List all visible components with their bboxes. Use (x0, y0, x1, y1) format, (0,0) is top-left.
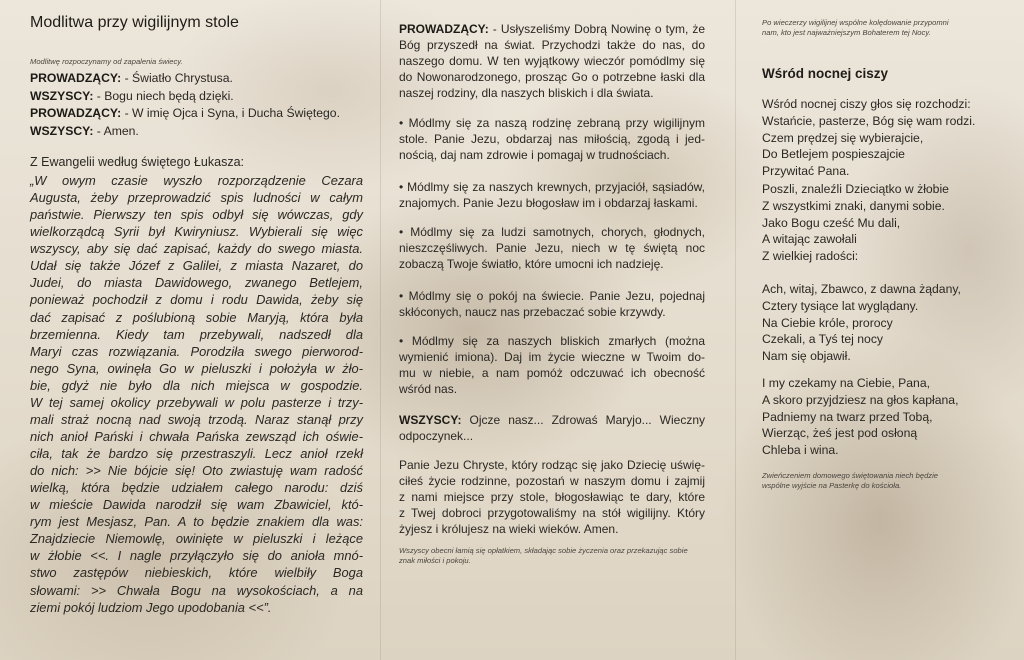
gospel-heading: Z Ewangelii według świętego Łukasza: (30, 155, 245, 169)
gospel-reading (30, 172, 363, 616)
text-line: • Módlmy się za naszych bliskich zmarłych (można (399, 334, 705, 348)
text-line: wspólne wyjście na Pasterkę do kościoła. (762, 481, 902, 490)
text-line: brzemienna. Kiedy tam przebywali, nadszedł dla (30, 326, 363, 342)
text-line: ziemi pokój ludziom Jego upodobania <<”. (30, 599, 272, 615)
text-line: nego Syna, owinęła Go w pieluszki i położyła w żło- (30, 360, 363, 376)
text-line: - Usłyszeliśmy Dobrą Nowinę o tym, że (488, 22, 705, 36)
verse-line: Chleba i wina. (762, 443, 839, 458)
dialogue-line (30, 88, 360, 106)
all-response (399, 413, 705, 445)
text-line: znak miłości i pokoju. (399, 556, 471, 565)
text-line: bie, gdyż nie było dla nich miejsca w gospodzie. (30, 377, 363, 393)
text-line: ciłeś życie rodzinne, pozostań w naszym domu i zajmij (399, 473, 705, 488)
text-line: z Twej dobroci przygotowaliśmy na stół wigilijny. Który (399, 505, 705, 520)
verse-line: Poszli, znaleźli Dzieciątko w żłobie (762, 182, 949, 196)
text-line: skłóconych, naucz nas przebaczać sobie krzywdy. (399, 304, 666, 319)
speaker-label: WSZYSCY: (30, 123, 94, 138)
verse-line: Przywitać Pana. (762, 164, 850, 179)
text-line: • Módlmy się za naszą rodzinę zebraną przy wigilijnym (399, 116, 705, 130)
verse-line: Czekali, a Tyś tej nocy (762, 332, 884, 347)
text-line: Augusta, żeby przeprowadzić spis ludności w całym (30, 190, 363, 206)
carol-stanza (762, 281, 977, 365)
fold-line (380, 0, 381, 660)
verse-line: A witając zawołali (762, 232, 857, 247)
text-line: mali straż nocną nad swoją trzodą. Naraz stanął przy (30, 411, 363, 427)
text-line: odpoczynek... (399, 428, 474, 443)
verse-line: Nam się objawił. (762, 349, 851, 364)
text-line: państwie. Pierwszy ten spis odbył się wówczas, gdy (30, 207, 363, 223)
text-line (399, 413, 705, 429)
text-line: wszyscy, aby się dać zapisać, każdy do swego miasta. (30, 241, 363, 257)
text-line: naszego domu. W ten wyjątkowy wieczór pomódlmy się (399, 53, 705, 68)
text-line: w żłobie <<. I nagle przyłączyło się do anioła mnó- (30, 548, 363, 564)
text-line: Panie Jezu Chryste, który rodząc się jako Dziecię uświę- (399, 458, 705, 472)
carol-intro-note (762, 18, 977, 38)
verse-line: Wstańcie, pasterze, Bóg się wam rodzi. (762, 113, 976, 128)
text-line: • Módlmy się za naszych krewnych, przyjaciół, sąsiadów, (399, 180, 705, 194)
text-line: • Módlmy się o pokój na świecie. Panie Jezu, pojednaj (399, 289, 705, 303)
text-line: Wszyscy obecni łamią się opłatkiem, składając sobie życzenia oraz przekazując sobie (399, 546, 688, 555)
text-line: stole. Panie Jezu, obdarzaj nas miłością, zgodą i jed- (399, 131, 705, 146)
text-line: zobaczą Twoje światło, które umocni ich nadzieję. (399, 256, 664, 271)
petition-peace (399, 289, 705, 321)
verse-line: A skoro przyjdziesz na głos kapłana, (762, 392, 959, 407)
speaker-label: PROWADZĄCY: (399, 22, 489, 36)
verse-line: Na Ciebie króle, prorocy (762, 315, 893, 330)
text-line: „W owym czasie wyszło rozporządzenie Cezara (30, 173, 363, 188)
text-line: żyjesz i królujesz na wieki wieków. Amen. (399, 521, 619, 536)
dialogue-text: - Światło Chrystusa. (121, 71, 233, 85)
text-line: Maryi czas rozwiązania. Porodziła swego pierworod- (30, 343, 363, 359)
verse-line: Ach, witaj, Zbawco, z dawna żądany, (762, 282, 961, 296)
text-line: nością, daj nam zdrowie i pomagaj w trudnościach. (399, 147, 670, 162)
speaker-label: WSZYSCY: (399, 413, 462, 427)
dialogue-line (30, 123, 360, 141)
verse-line: Z wielkiej radości: (762, 249, 859, 264)
text-line: nich anioł Pański i chwała Pańska zewsząd ich oświe- (30, 428, 363, 444)
dialogue-line (30, 105, 360, 123)
dialogue-line (30, 70, 360, 88)
text-line: Judei, do miasta Dawidowego, zwanego Betlejem, (30, 275, 363, 291)
verse-line: Z wszystkimi znaki, danymi sobie. (762, 198, 945, 213)
text-line: wśród nas. (399, 381, 458, 396)
text-line: rym jest Mesjasz, Pan. A to będzie znakiem dla was: (30, 514, 363, 530)
closing-prayer (399, 458, 705, 538)
verse-line: Cztery tysiące lat wyglądany. (762, 298, 919, 313)
text-line: dać zapisać z poślubioną sobie Maryją, która była (30, 309, 363, 325)
verse-line: Wśród nocnej ciszy głos się rozchodzi: (762, 97, 971, 111)
text-line: wymienić imiona). Daj im życie wieczne w Twoim do- (399, 349, 705, 364)
petition-deceased (399, 334, 705, 398)
intro-note: Modlitwę rozpoczynamy od zapalenia świecy. (30, 57, 183, 66)
text-line: wielkorządcą Syrii był Kwiryniusz. Wybierali się więc (30, 224, 363, 240)
text-line: słowami: >> Chwała Bogu na wysokościach, a na (30, 582, 363, 598)
text-line: nieszczęśliwych. Panie Jezu, niech w tę świętą noc (399, 240, 705, 255)
text-line: z nami miejsce przy stole, błogosławiąc te dary, które (399, 489, 705, 504)
opening-dialogue (30, 70, 360, 140)
fold-line (735, 0, 736, 660)
speaker-label: WSZYSCY: (30, 88, 94, 103)
dialogue-text: - W imię Ojca i Syna, i Ducha Świętego. (121, 106, 340, 121)
speaker-label: PROWADZĄCY: (30, 106, 122, 121)
verse-line: Jako Bogu cześć Mu dali, (762, 215, 901, 230)
leader-intro (399, 22, 705, 102)
text-line: znajomych. Panie Jezu błogosław im i obdarzaj łaskami. (399, 195, 698, 210)
verse-line: I my czekamy na Ciebie, Pana, (762, 376, 930, 390)
text-line: w mieście Dawida narodził się wam Zbawiciel, któ- (30, 497, 363, 513)
speaker-label: PROWADZĄCY: (30, 71, 122, 85)
petition-family (399, 116, 705, 164)
petition-relatives (399, 180, 705, 212)
wafer-note (399, 546, 705, 566)
text-line: W tej samej okolicy przebywali w polu pasterze i trzy- (30, 394, 363, 410)
verse-line: Czem prędzej się wybierajcie, (762, 130, 924, 145)
text-line: Po wieczerzy wigilijnej wspólne kolędowanie przypomni (762, 18, 949, 27)
page-title: Modlitwa przy wigilijnym stole (30, 14, 239, 31)
text-line: mu w niebie, a nam pomóż odczuwać ich obecność (399, 365, 705, 380)
text-line: Zwieńczeniem domowego świętowania niech będzie (762, 471, 939, 480)
text-line: wielką, która będzie udziałem całego narodu: dziś (30, 480, 363, 496)
text-line: Udał się także Józef z Galilei, z miasta Nazaret, do (30, 258, 363, 274)
text-line (399, 22, 705, 38)
carol-stanza (762, 375, 977, 459)
text-line: ponieważ pochodził z domu i rodu Dawida, żeby się (30, 292, 363, 308)
text-line: stwo zastępów niebieskich, które wielbiły Boga (30, 565, 363, 581)
text-line: Bóg przyszedł na świat. Przychodzi także do nas, do (399, 37, 705, 52)
carol-title: Wśród nocnej ciszy (762, 66, 889, 81)
text-line: do Nowonarodzonego, prosząc Go o potrzebne łaski dla (399, 69, 705, 84)
carol-stanza (762, 96, 977, 180)
text-line: ciła, tak że bardzo się przestraszyli. Lecz anioł rzekł (30, 446, 363, 461)
text-line: Ojcze nasz... Zdrowaś Maryjo... Wieczny (461, 413, 705, 427)
carol-stanza (762, 181, 977, 265)
text-line: • Módlmy się za ludzi samotnych, chorych, głodnych, (399, 225, 705, 239)
verse-line: Wierząc, żeś jest pod osłoną (762, 426, 918, 441)
text-line: Znajdziecie Niemowlę, owinięte w pieluszki i leżące (30, 531, 363, 547)
dialogue-text: - Amen. (93, 123, 139, 138)
verse-line: Do Betlejem pospieszajcie (762, 147, 905, 162)
text-line: nam, kto jest najważniejszym Bohaterem tej Nocy. (762, 28, 931, 37)
petition-lonely (399, 225, 705, 273)
text-line: do nich: >> Nie bójcie się! Oto zwiastuję wam radość (30, 463, 363, 479)
dialogue-text: - Bogu niech będą dzięki. (93, 88, 234, 103)
text-line: naszej rodziny, dla naszych bliskich i dla świata. (399, 85, 654, 100)
verse-line: Padniemy na twarz przed Tobą, (762, 409, 933, 424)
closing-note (762, 471, 977, 491)
